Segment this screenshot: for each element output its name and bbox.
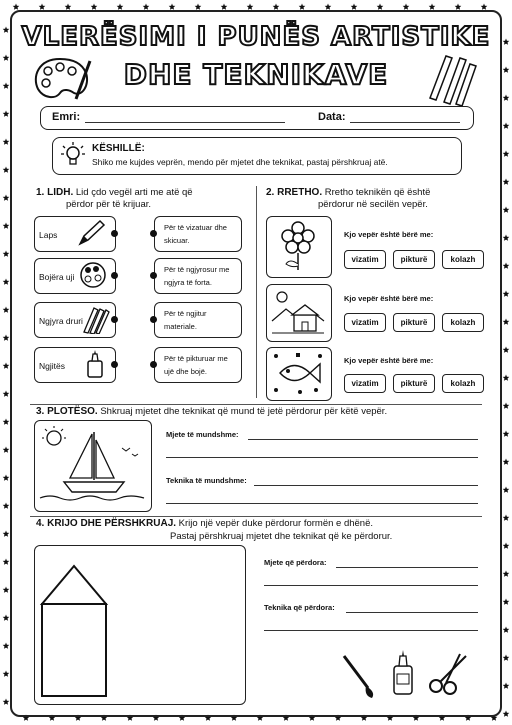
section3-heading: 3. PLOTËSO. Shkruaj mjetet dhe teknikat që mund të jetë përdorur për këtë vepër. [36,406,388,417]
star-decoration [3,335,10,341]
star-decoration [503,599,510,605]
date-label: Data: [318,111,346,123]
tool-label: Ngjyra druri [39,316,83,326]
tool-dot[interactable] [111,272,118,279]
option-drawing[interactable]: vizatim [344,250,386,269]
glue-bottle-icon [82,349,108,379]
star-decoration [3,307,10,313]
technique-question: Kjo vepër është bërë me: [344,230,434,239]
star-decoration [247,4,254,10]
star-decoration [3,615,10,621]
section1-heading: 1. LIDH. Lid çdo vegël arti me atë që [36,187,193,198]
pencils-icon [418,48,478,108]
section-divider [30,516,482,517]
used-techniques-label: Teknika që përdora: [264,603,335,612]
star-decoration [503,291,510,297]
name-date-box [40,106,474,130]
watercolor-palette-icon [78,260,108,290]
section4-instruction: Pastaj përshkruaj mjetet dhe teknikat që ke përdorur. [170,531,393,542]
star-decoration [3,279,10,285]
use-text: Për të vizatuar dhe skicuar. [164,223,227,245]
star-decoration [503,235,510,241]
tool-label: Ngjitës [39,361,65,371]
used-tools-field[interactable] [336,567,478,568]
option-painting[interactable]: pikturë [393,313,435,332]
possible-tools-label: Mjete të mundshme: [166,430,239,439]
star-decoration [325,4,332,10]
section2-heading: 2. RRETHO. Rretho teknikën që është [266,187,431,198]
used-techniques-field[interactable] [346,612,478,613]
option-painting[interactable]: pikturë [393,374,435,393]
star-decoration [39,4,46,10]
star-decoration [91,4,98,10]
sailboat-drawing-icon [36,422,148,508]
star-decoration [3,419,10,425]
column-divider [256,186,257,398]
star-decoration [3,167,10,173]
star-decoration [503,263,510,269]
star-decoration [169,4,176,10]
star-decoration [3,587,10,593]
date-field[interactable] [350,122,460,123]
star-decoration [3,223,10,229]
star-decoration [503,151,510,157]
star-decoration [3,195,10,201]
section4-heading: 4. KRIJO DHE PËRSHKRUAJ. Krijo një vepër duke përdorur formën e dhënë. [36,518,374,529]
star-decoration [195,4,202,10]
star-decoration [503,123,510,129]
star-decoration [13,4,20,10]
flower-drawing-icon [274,220,322,272]
possible-tools-field[interactable] [248,439,478,440]
possible-techniques-label: Teknika të mundshme: [166,476,247,485]
star-decoration [503,431,510,437]
technique-question: Kjo vepër është bërë me: [344,294,434,303]
star-decoration [503,487,510,493]
tips-title: KËSHILLË: [92,143,145,154]
technique-question: Kjo vepër është bërë me: [344,356,434,365]
glue-bottle-icon [388,648,418,698]
star-decoration [455,4,462,10]
fish-collage-icon [270,350,326,396]
tool-label: Bojëra uji [39,272,75,282]
star-decoration [503,655,510,661]
star-decoration [503,375,510,381]
section-divider [30,404,482,405]
use-text: Për të pikturuar me ujë dhe bojë. [164,354,228,376]
star-decoration [3,503,10,509]
house-landscape-icon [270,287,326,337]
scissors-icon [426,650,472,696]
star-decoration [503,683,510,689]
star-decoration [273,4,280,10]
possible-tools-field-2[interactable] [166,457,478,458]
star-decoration [429,4,436,10]
star-decoration [503,515,510,521]
house-shape-outline [36,560,136,700]
star-decoration [403,4,410,10]
used-tools-label: Mjete që përdora: [264,558,327,567]
tool-dot[interactable] [111,361,118,368]
option-collage[interactable]: kolazh [442,374,484,393]
option-drawing[interactable]: vizatim [344,313,386,332]
star-decoration [503,207,510,213]
star-decoration [3,699,10,705]
star-decoration [3,251,10,257]
tool-label: Laps [39,230,58,240]
star-decoration [3,391,10,397]
lightbulb-icon [60,141,86,169]
star-decoration [503,179,510,185]
star-decoration [221,4,228,10]
name-field[interactable] [85,122,285,123]
star-decoration [299,4,306,10]
section1-instruction: përdor për të krijuar. [66,199,152,210]
used-tools-field-2[interactable] [264,585,478,586]
colored-pencils-icon [80,304,110,334]
star-decoration [65,4,72,10]
paintbrush-icon [338,652,378,700]
star-decoration [3,531,10,537]
use-text: Për të ngjyrosur me ngjyra të forta. [164,265,230,287]
name-label: Emri: [52,111,81,123]
star-decoration [3,643,10,649]
section2-instruction: përdorur në secilën vepër. [318,199,428,210]
possible-techniques-field[interactable] [254,485,478,486]
star-decoration [503,347,510,353]
star-decoration [503,403,510,409]
star-decoration [3,447,10,453]
star-decoration [117,4,124,10]
tool-dot[interactable] [111,230,118,237]
used-techniques-field-2[interactable] [264,630,478,631]
star-decoration [351,4,358,10]
star-decoration [377,4,384,10]
star-decoration [503,459,510,465]
star-decoration [3,671,10,677]
option-painting[interactable]: pikturë [393,250,435,269]
star-decoration [503,95,510,101]
star-decoration [503,543,510,549]
star-decoration [503,571,510,577]
use-text: Për të ngjitur materiale. [164,309,207,331]
option-collage[interactable]: kolazh [442,313,484,332]
page-title: VLERËSIMI I PUNËS ARTISTIKE [21,22,491,52]
possible-techniques-field-2[interactable] [166,503,478,504]
star-decoration [3,363,10,369]
option-collage[interactable]: kolazh [442,250,484,269]
star-decoration [3,559,10,565]
tool-dot[interactable] [111,316,118,323]
paint-palette-icon [30,55,92,103]
page-subtitle: DHE TEKNIKAVE [123,58,389,91]
pencil-icon [76,218,108,248]
star-decoration [481,4,488,10]
star-decoration [3,475,10,481]
option-drawing[interactable]: vizatim [344,374,386,393]
star-decoration [503,627,510,633]
tips-text: Shiko me kujdes veprën, mendo për mjetet dhe teknikat, pastaj përshkruaj atë. [92,157,388,167]
star-decoration [503,711,510,717]
star-decoration [143,4,150,10]
star-decoration [3,139,10,145]
star-decoration [3,111,10,117]
star-decoration [503,319,510,325]
